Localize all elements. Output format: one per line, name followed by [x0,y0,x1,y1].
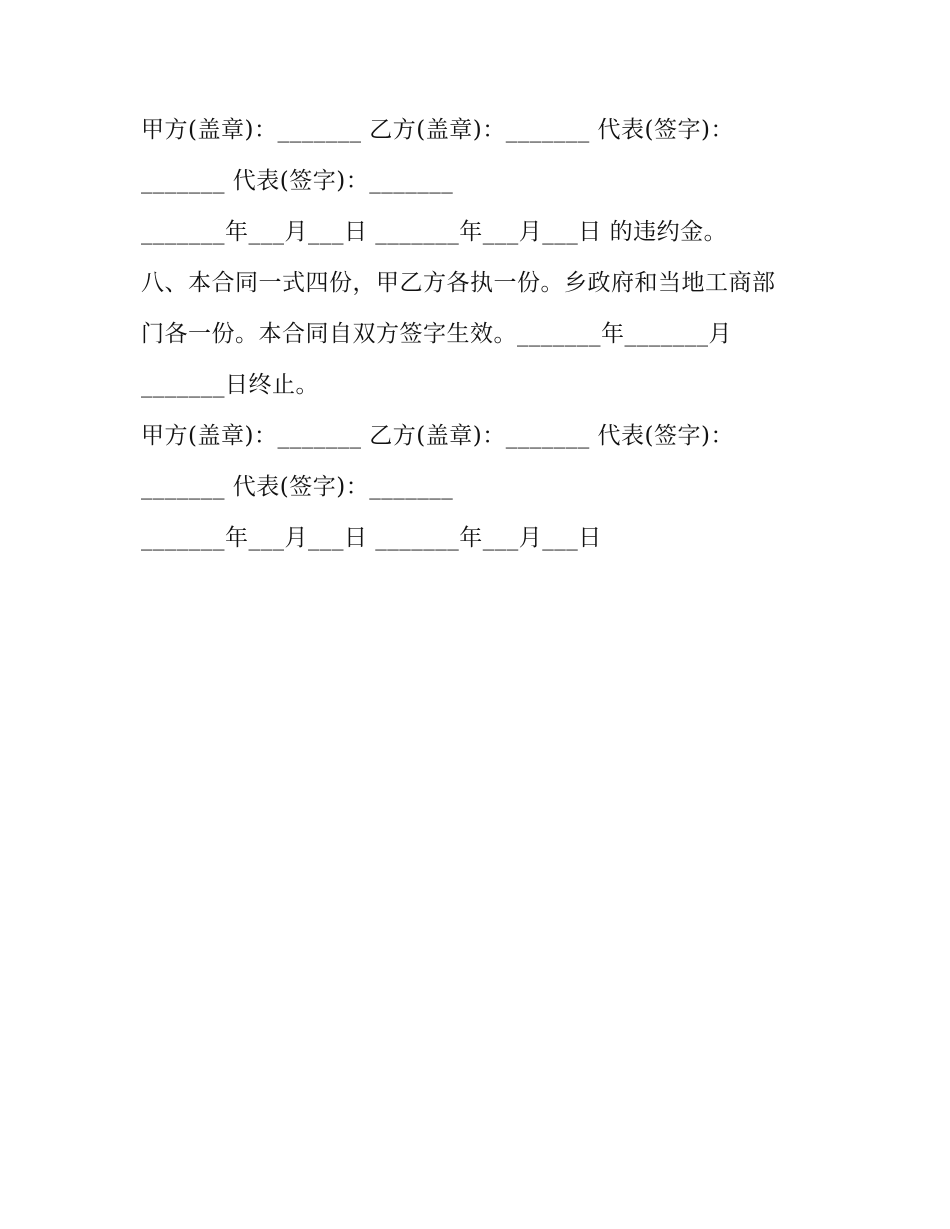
clause-eight-line-1: 八、本合同一式四份，甲乙方各执一份。乡政府和当地工商部 [141,270,776,296]
signature-line-party-a-b-2: 甲方(盖章)：_______ 乙方(盖章)：_______ 代表(签字)： [141,423,734,449]
clause-eight-line-3: _______日终止。 [141,372,319,398]
clause-eight-line-2: 门各一份。本合同自双方签字生效。_______年_______月 [141,321,732,347]
signature-line-party-a-b: 甲方(盖章)：_______ 乙方(盖章)：_______ 代表(签字)： [141,117,734,143]
signature-line-representative: _______ 代表(签字)：_______ [141,168,454,194]
signature-line-representative-2: _______ 代表(签字)：_______ [141,474,454,500]
date-line-penalty: _______年___月___日 _______年___月___日 的违约金。 [141,219,728,245]
document-body [141,105,821,564]
date-line-final: _______年___月___日 _______年___月___日 [141,525,602,551]
